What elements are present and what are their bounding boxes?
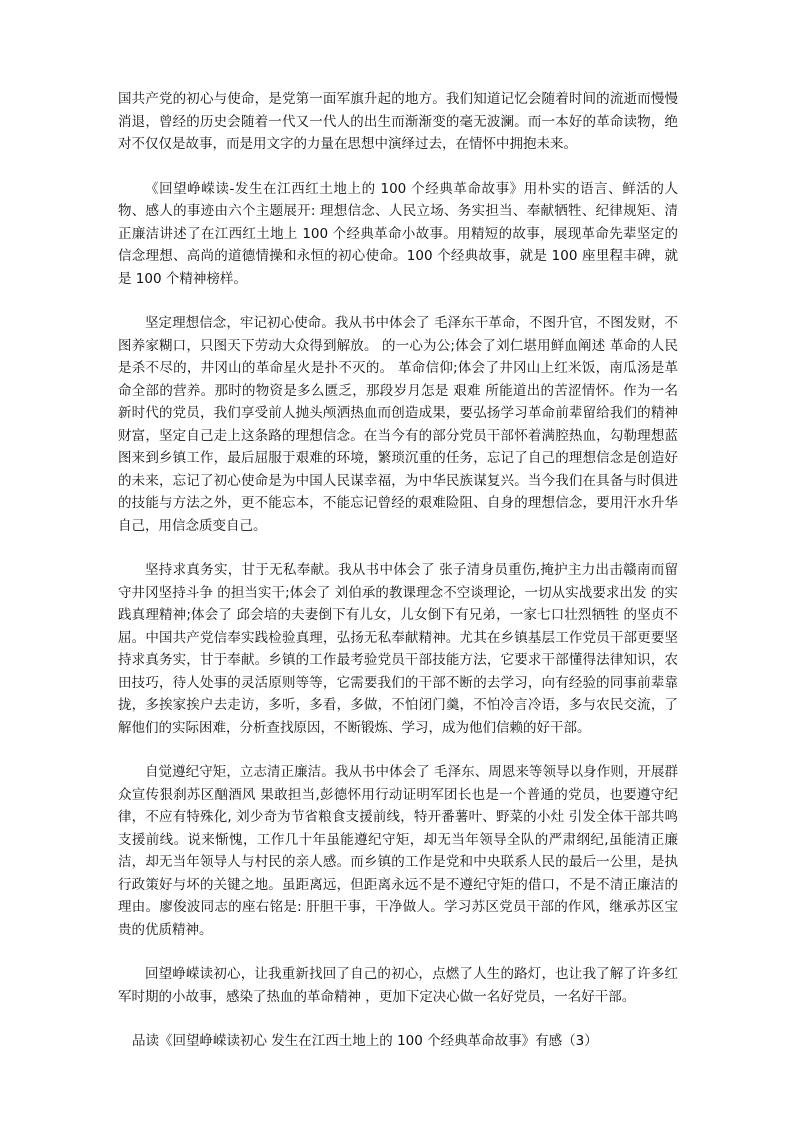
next-article-title: 品读《回望峥嵘读初心 发生在江西土地上的 100 个经典革命故事》有感（3）	[132, 1033, 598, 1049]
paragraph-ideals-belief: 坚定理想信念，牢记初心使命。我从书中体会了 毛泽东干革命，不图升官，不图发财，不图养家糊口，只图天下劳动大众得到解放。 的一心为公;体会了刘仁堪用鲜血阐述 革命的人民是杀不尽的，井冈山的革命星火是扑不灭的。 革命信仰;体会了井冈山上红米饭，南瓜汤是革命全部的营养。那时的物资是多么匮乏，那段岁月怎是 艰难 所能道出的苦涩情怀。作为一名新时代的党员，我们享受前人抛头颅洒热血而创造成果，要弘扬学习革命前辈留给我们的精神财富，坚定自己走上这条路的理想信念。在当今有的部分党员干部怀着满腔热血，勾勒理想蓝图来到乡镇工作，最后屈服于艰难的环境，繁琐沉重的任务，忘记了自己的理想信念是创造好的未来，忘记了初心使命是为中国人民谋幸福，为中华民族谋复兴。当今我们在具备与时俱进的技能与方法之外，更不能忘本，不能忘记曾经的艰难险阻、自身的理想信念，要用汗水升华自己，用信念质变自己。	[118, 315, 678, 534]
paragraph-conclusion: 回望峥嵘读初心，让我重新找回了自己的初心，点燃了人生的路灯，也让我了解了许多红军时期的小故事，感染了热血的革命精神 ，更加下定决心做一名好党员，一名好干部。	[118, 966, 678, 1005]
paragraph-pragmatism-dedication: 坚持求真务实，甘于无私奉献。我从书中体会了 张子清身员重伤,掩护主力出击赣南而留守井冈坚持斗争 的担当实干;体会了 刘伯承的教课理念不空谈理论，一切从实战要求出发 的实践真理精神;体会了 邱会培的夫妻倒下有儿女，儿女倒下有兄弟，一家七口壮烈牺牲 的坚贞不屈。中国共产党信奉实践检验真理，弘扬无私奉献精神。尤其在乡镇基层工作党员干部更要坚持求真务实，甘于奉献。乡镇的工作最考验党员干部技能方法，它要求干部懂得法律知识，农田技巧，待人处事的灵活原则等等，它需要我们的干部不断的去学习，向有经验的同事前辈靠拢，多挨家挨户去走访，多听，多看，多做，不怕闭门羹，不怕冷言冷语，多与农民交流，了解他们的实际困难，分析查找原因，不断锻炼、学习，成为他们信赖的好干部。	[118, 562, 678, 736]
paragraph-book-overview: 《回望峥嵘读-发生在江西红土地上的 100 个经典革命故事》用朴实的语言、鲜活的人物、感人的事迹由六个主题展开: 理想信念、人民立场、务实担当、奉献牺牲、纪律规矩、清正廉洁讲述了在江西红土地上 100 个经典革命小故事。用精短的故事，展现革命先辈坚定的信念理想、高尚的道德情操和永恒的初心使命。100 个经典故事，就是 100 座里程丰碑，就是 100 个精神榜样。	[118, 180, 678, 287]
document-page	[118, 88, 678, 1053]
paragraph-discipline-integrity: 自觉遵纪守矩，立志清正廉洁。我从书中体会了 毛泽东、周恩来等领导以身作则，开展群众宣传狠刹苏区酗酒风 果敢担当,彭德怀用行动证明军团长也是一个普通的党员，也要遵守纪律，不应有特殊化, 刘少奇为节省粮食支援前线，特开番薯叶、野菜的小灶 引发全体干部共鸣支援前线。说来惭愧，工作几十年虽能遵纪守矩，却无当年领导全队的严肃纲纪,虽能清正廉洁，却无当年领导人与村民的亲人感。而乡镇的工作是党和中央联系人民的最后一公里，是执行政策好与坏的关键之地。虽距离远，但距离永远不是不遵纪守矩的借口，不是不清正廉洁的理由。廖俊波同志的座右铭是: 肝胆干事，干净做人。学习苏区党员干部的作风，继承苏区宝贵的优质精神。	[118, 764, 678, 938]
paragraph-intro-continued: 国共产党的初心与使命，是党第一面军旗升起的地方。我们知道记忆会随着时间的流逝而慢慢消退，曾经的历史会随着一代又一代人的出生而渐渐变的毫无波澜。而一本好的革命读物，绝对不仅仅是故事，而是用文字的力量在思想中演绎过去，在情怀中拥抱未来。	[118, 91, 678, 152]
